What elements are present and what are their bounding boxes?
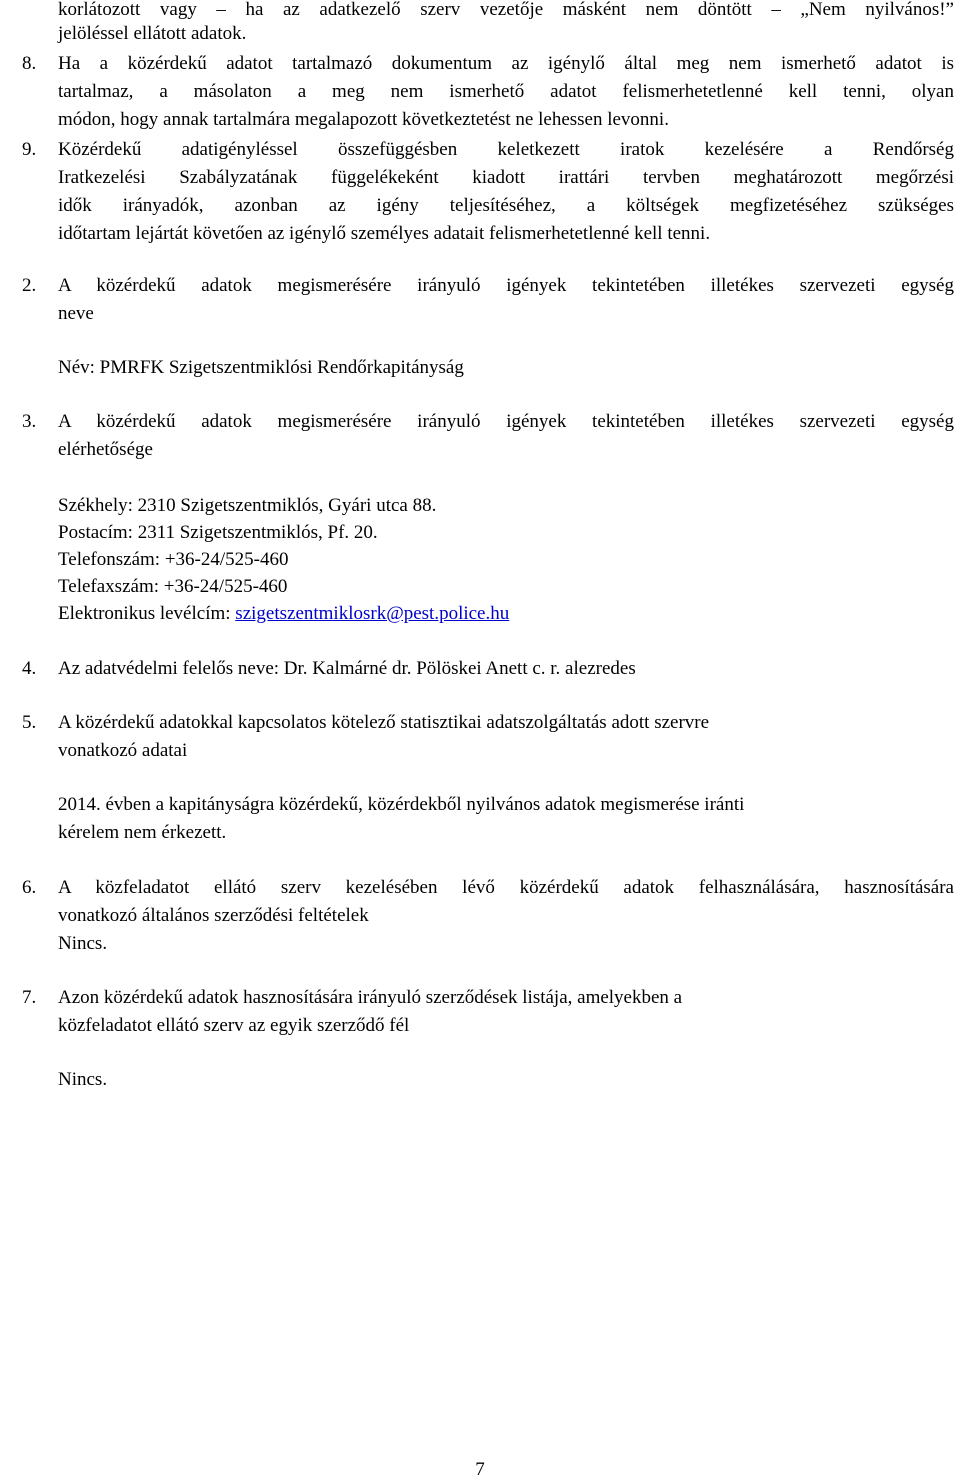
section-6-body: Nincs. <box>58 933 108 954</box>
section-3-number: 3. <box>22 411 37 432</box>
continuation-line-2: jelöléssel ellátott adatok. <box>58 23 247 44</box>
item-9-number: 9. <box>22 139 37 160</box>
continuation-line-1: korlátozott vagy – ha az adatkezelő szerv vezetője másként nem döntött – „Nem nyilvános!” <box>58 0 954 20</box>
item-8-line-3: módon, hogy annak tartalmára megalapozott következtetést ne lehessen levonni. <box>58 109 669 130</box>
page-number: 7 <box>475 1459 485 1480</box>
item-8-line-1: Ha a közérdekű adatot tartalmazó dokumentum az igénylő által meg nem ismerhető adatot is <box>58 53 954 74</box>
section-5-body-line-2: kérelem nem érkezett. <box>58 822 227 843</box>
section-3-seat: Székhely: 2310 Szigetszentmiklós, Gyári utca 88. <box>58 495 437 516</box>
section-7-heading-line-2: közfeladatot ellátó szerv az egyik szerződő fél <box>58 1015 410 1036</box>
section-3-email-row <box>58 602 509 626</box>
item-9-line-3: idők irányadók, azonban az igény teljesítéséhez, a költségek megfizetéséhez szükséges <box>58 195 954 216</box>
section-2-name: Név: PMRFK Szigetszentmiklósi Rendőrkapitányság <box>58 357 464 378</box>
section-5-number: 5. <box>22 712 37 733</box>
section-2-heading-line-2: neve <box>58 303 94 324</box>
section-5-heading-line-2: vonatkozó adatai <box>58 740 188 761</box>
section-6-number: 6. <box>22 877 37 898</box>
section-7-number: 7. <box>22 987 37 1008</box>
section-2-heading-line-1: A közérdekű adatok megismerésére irányuló igények tekintetében illetékes szervezeti egység <box>58 275 954 296</box>
section-3-heading-line-2: elérhetősége <box>58 439 153 460</box>
section-3-postal: Postacím: 2311 Szigetszentmiklós, Pf. 20. <box>58 522 378 543</box>
section-4-number: 4. <box>22 658 37 679</box>
section-5-heading-line-1: A közérdekű adatokkal kapcsolatos kötelező statisztikai adatszolgáltatás adott szervre <box>58 712 710 733</box>
section-6-heading-line-1: A közfeladatot ellátó szerv kezelésében lévő közérdekű adatok felhasználására, hasznosítására <box>58 877 954 898</box>
item-8-line-2: tartalmaz, a másolaton a meg nem ismerhető adatot felismerhetetlenné kell tenni, olyan <box>58 81 954 102</box>
item-8-number: 8. <box>22 53 37 74</box>
section-3-phone: Telefonszám: +36-24/525-460 <box>58 549 289 570</box>
section-2-number: 2. <box>22 275 37 296</box>
section-3-heading-line-1: A közérdekű adatok megismerésére irányuló igények tekintetében illetékes szervezeti egység <box>58 411 954 432</box>
section-7-body: Nincs. <box>58 1069 108 1090</box>
section-5-body-line-1: 2014. évben a kapitányságra közérdekű, közérdekből nyilvános adatok megismerése iránti <box>58 794 745 815</box>
email-link[interactable]: szigetszentmiklosrk@pest.police.hu <box>235 603 510 624</box>
item-9-line-2: Iratkezelési Szabályzatának függelékeként kiadott irattári tervben meghatározott megőrzési <box>58 167 954 188</box>
section-7-heading-line-1: Azon közérdekű adatok hasznosítására irányuló szerződések listája, amelyekben a <box>58 987 683 1008</box>
item-9-line-1: Közérdekű adatigényléssel összefüggésben keletkezett iratok kezelésére a Rendőrség <box>58 139 954 160</box>
section-3-email-label: Elektronikus levélcím: <box>58 603 236 624</box>
section-6-heading-line-2: vonatkozó általános szerződési feltételek <box>58 905 369 926</box>
section-3-fax: Telefaxszám: +36-24/525-460 <box>58 576 288 597</box>
section-4-line-1: Az adatvédelmi felelős neve: Dr. Kalmárné dr. Pölöskei Anett c. r. alezredes <box>58 658 636 679</box>
item-9-line-4: időtartam lejártát követően az igénylő személyes adatait felismerhetetlenné kell tenni. <box>58 223 711 244</box>
